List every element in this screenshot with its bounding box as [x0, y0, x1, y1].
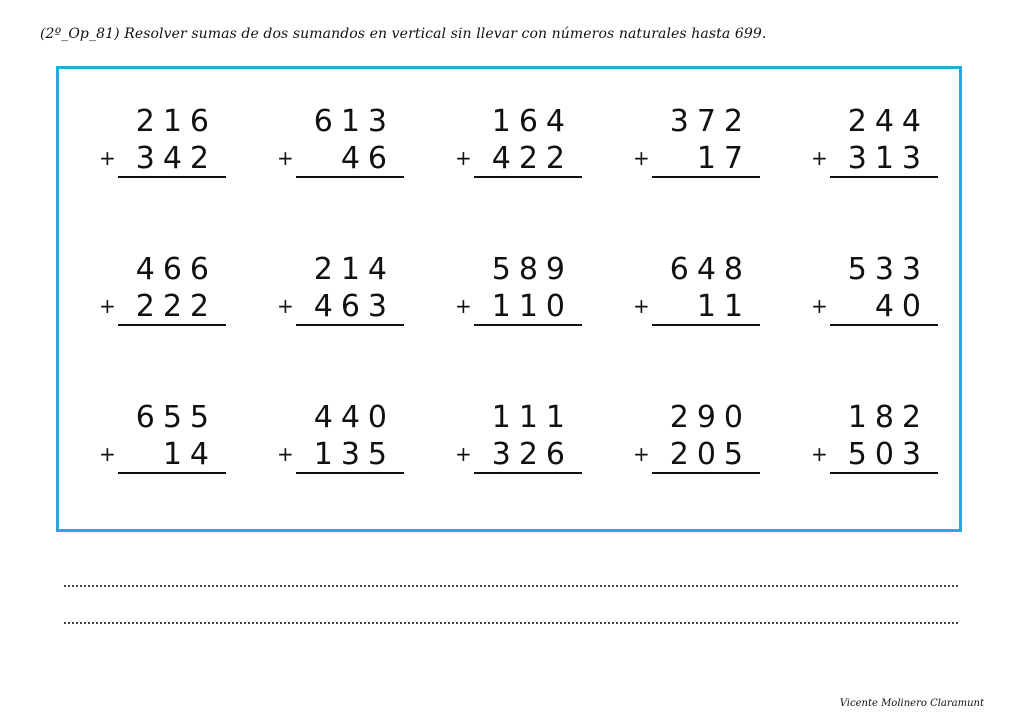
plus-sign: +	[811, 442, 828, 466]
addend-bottom: 326	[491, 436, 573, 472]
sum-line	[118, 176, 226, 178]
addend-top: 648	[669, 251, 751, 287]
sum-line	[296, 324, 404, 326]
addition-problem	[455, 103, 633, 251]
exercise-frame	[56, 66, 962, 532]
plus-sign: +	[99, 294, 116, 318]
sum-line	[652, 472, 760, 474]
addition-problem	[811, 103, 989, 251]
addition-problem	[633, 103, 811, 251]
addend-top: 613	[313, 103, 395, 139]
addend-top: 214	[313, 251, 395, 287]
addend-bottom: 205	[669, 436, 751, 472]
sum-line	[652, 176, 760, 178]
addition-problem	[277, 251, 455, 399]
worksheet-title: (2º_Op_81) Resolver sumas de dos sumandos en vertical sin llevar con números naturales hasta 699.	[40, 26, 767, 42]
plus-sign: +	[99, 146, 116, 170]
plus-sign: +	[811, 294, 828, 318]
plus-sign: +	[455, 294, 472, 318]
addend-top: 533	[847, 251, 929, 287]
plus-sign: +	[99, 442, 116, 466]
addend-top: 244	[847, 103, 929, 139]
sum-line	[296, 472, 404, 474]
addend-bottom: 342	[135, 140, 217, 176]
sum-line	[830, 472, 938, 474]
addition-problem	[455, 399, 633, 547]
addend-bottom: 463	[313, 288, 395, 324]
problem-grid	[99, 103, 989, 547]
plus-sign: +	[277, 146, 294, 170]
plus-sign: +	[633, 442, 650, 466]
sum-line	[118, 324, 226, 326]
answer-dotted-line[interactable]	[64, 622, 958, 624]
plus-sign: +	[633, 146, 650, 170]
addition-problem	[277, 399, 455, 547]
addend-bottom: 46	[340, 140, 395, 176]
addition-problem	[99, 251, 277, 399]
addend-top: 589	[491, 251, 573, 287]
addition-problem	[811, 251, 989, 399]
addition-problem	[811, 399, 989, 547]
sum-line	[296, 176, 404, 178]
plus-sign: +	[633, 294, 650, 318]
addend-bottom: 503	[847, 436, 929, 472]
plus-sign: +	[277, 294, 294, 318]
addend-top: 440	[313, 399, 395, 435]
addend-top: 216	[135, 103, 217, 139]
sum-line	[118, 472, 226, 474]
addend-top: 372	[669, 103, 751, 139]
addend-bottom: 40	[874, 288, 929, 324]
answer-dotted-line[interactable]	[64, 585, 958, 587]
sum-line	[652, 324, 760, 326]
addend-top: 655	[135, 399, 217, 435]
sum-line	[474, 176, 582, 178]
addition-problem	[99, 399, 277, 547]
addend-bottom: 222	[135, 288, 217, 324]
addition-problem	[633, 251, 811, 399]
addend-top: 466	[135, 251, 217, 287]
sum-line	[830, 324, 938, 326]
addend-bottom: 313	[847, 140, 929, 176]
addend-bottom: 422	[491, 140, 573, 176]
addend-top: 111	[491, 399, 573, 435]
plus-sign: +	[277, 442, 294, 466]
sum-line	[474, 472, 582, 474]
addition-problem	[455, 251, 633, 399]
plus-sign: +	[811, 146, 828, 170]
sum-line	[830, 176, 938, 178]
addition-problem	[633, 399, 811, 547]
addend-bottom: 17	[696, 140, 751, 176]
plus-sign: +	[455, 442, 472, 466]
addition-problem	[277, 103, 455, 251]
addend-top: 164	[491, 103, 573, 139]
addend-top: 290	[669, 399, 751, 435]
addend-bottom: 110	[491, 288, 573, 324]
plus-sign: +	[455, 146, 472, 170]
addend-top: 182	[847, 399, 929, 435]
addend-bottom: 11	[696, 288, 751, 324]
addition-problem	[99, 103, 277, 251]
sum-line	[474, 324, 582, 326]
addend-bottom: 14	[162, 436, 217, 472]
addend-bottom: 135	[313, 436, 395, 472]
author-credit: Vicente Molinero Claramunt	[839, 698, 984, 709]
